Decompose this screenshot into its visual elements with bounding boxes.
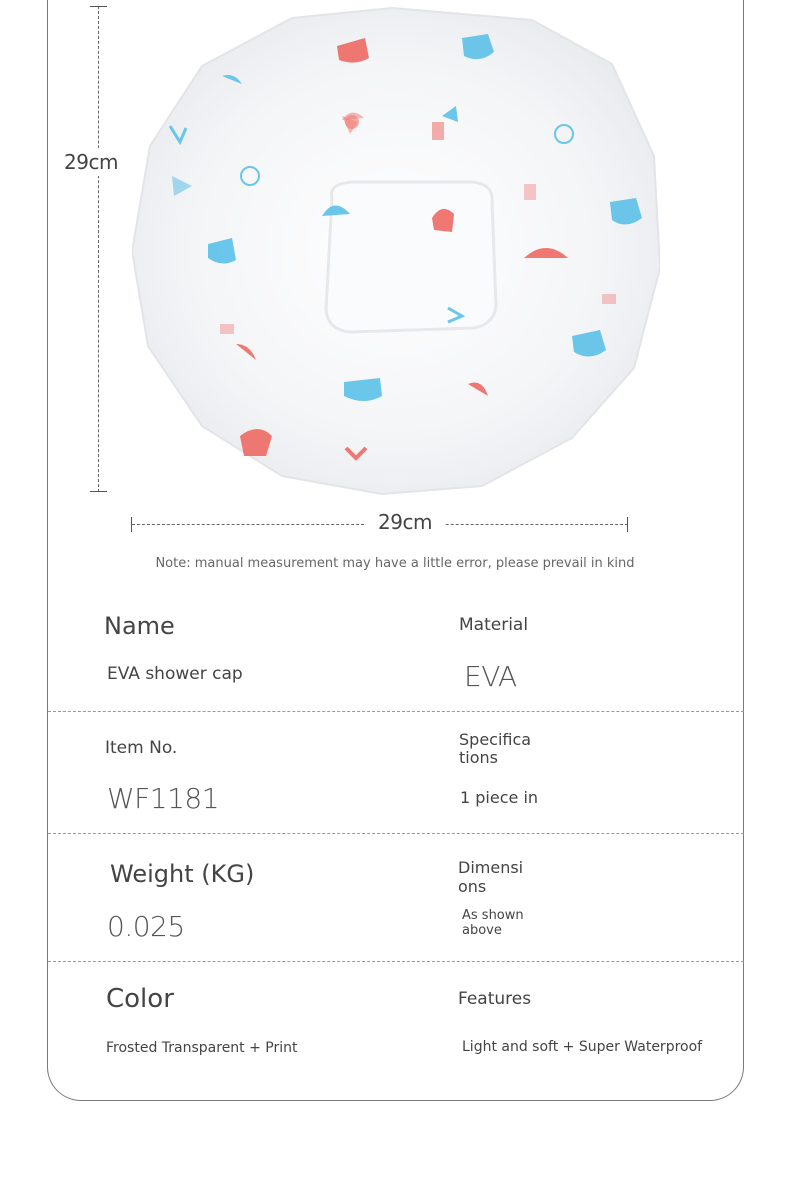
width-label: 29cm	[366, 510, 444, 534]
height-tick-bottom	[90, 491, 107, 492]
item-no-value: WF1181	[107, 782, 220, 815]
dimensions-value-line2: above	[462, 923, 502, 938]
color-value: Frosted Transparent + Print	[106, 1040, 298, 1056]
dimensions-value-line1: As shown	[462, 908, 524, 923]
shower-cap-image	[132, 6, 660, 496]
height-label: 29cm	[64, 150, 118, 174]
material-value: EVA	[464, 660, 517, 693]
specifications-label-line1: Specifica	[459, 730, 532, 749]
color-label: Color	[106, 984, 174, 1014]
weight-label: Weight (KG)	[110, 860, 255, 888]
weight-value: 0.025	[107, 910, 185, 943]
name-value: EVA shower cap	[107, 664, 243, 684]
row-divider	[48, 961, 744, 962]
item-no-label: Item No.	[105, 738, 178, 758]
specifications-label-line2: tions	[459, 748, 498, 767]
row-divider	[48, 833, 744, 834]
name-label: Name	[104, 612, 175, 640]
material-label: Material	[459, 615, 529, 635]
height-tick-top	[90, 6, 107, 7]
features-value: Light and soft + Super Waterproof	[462, 1039, 703, 1055]
dimensions-label-line2: ons	[458, 877, 487, 896]
height-dimension-line	[98, 6, 99, 492]
dimensions-label-line1: Dimensi	[458, 858, 524, 877]
specifications-value: 1 piece in	[460, 788, 539, 807]
width-tick-right	[627, 517, 628, 532]
width-tick-left	[131, 517, 132, 532]
features-label: Features	[458, 989, 532, 1009]
measurement-note: Note: manual measurement may have a little error, please prevail in kind	[155, 556, 635, 571]
row-divider	[48, 711, 744, 712]
